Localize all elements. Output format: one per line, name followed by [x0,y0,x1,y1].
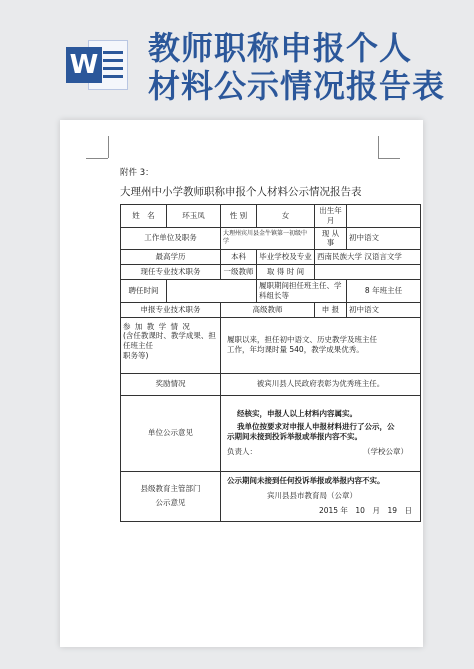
professional-title-label: 现任专业技术职务 [121,265,221,280]
school-label: 毕业学校及专业 [257,250,315,265]
teaching-value-line-1: 履职以来，担任初中语文、历史教学及班主任 [227,335,377,345]
unit-opinion-line-1: 经核实，申报人以上材料内容属实。 [237,409,357,418]
document-page [60,120,423,647]
teaching-label-cell [121,317,221,373]
county-opinion-label: 县级教育主管部门 [140,484,201,494]
county-opinion-label-cell [121,471,221,521]
class-teacher-label: 履职期间担任班主任、学科组长等 [257,280,347,303]
unit-value: 大理州宾川县金牛镇第一初级中学 [221,227,315,250]
table-row [121,265,421,280]
county-bureau-seal: 宾川县县市教育局（公章） [267,491,357,501]
obtain-date-label: 取 得 时 间 [257,265,315,280]
education-label: 最高学历 [121,250,221,265]
crop-mark [378,136,379,158]
unit-opinion-line-2: 我单位按要求对申报人申报材料进行了公示，公 [237,421,395,431]
teaching-label-note: (含任教课时、教学成果、担任班主任 [123,331,216,350]
responsible-person-label: 负责人： [227,447,257,457]
hire-date-value [167,280,257,303]
school-value: 西南民族大学 汉语言文学 [315,250,421,265]
table-row [121,373,421,395]
current-job-value: 初中语文 [347,227,421,250]
crop-mark [378,158,400,159]
table-row [121,205,421,228]
document-title: 大理州中小学教师职称申报个人材料公示情况报告表 [120,186,362,198]
table-row [121,395,421,471]
obtain-date-value [315,265,421,280]
unit-label: 工作单位及职务 [121,227,221,250]
education-value: 本科 [221,250,257,265]
table-row [121,302,421,317]
table-row [121,227,421,250]
gender-value: 女 [257,205,315,228]
banner-title-line-1: 教师职称申报个人 [148,29,413,67]
unit-opinion-line-3: 示期间未接到投诉举报或举报内容不实。 [227,431,362,441]
name-label: 姓 名 [121,205,167,228]
banner-title-line-2: 材料公示情况报告表 [148,67,446,105]
award-value: 被宾川县人民政府表彰为优秀班主任。 [221,373,421,395]
county-opinion-label-2: 公示意见 [155,498,186,507]
report-label: 申 报 [315,302,347,317]
name-value: 环玉凤 [167,205,221,228]
teaching-label: 参 加 教 学 情 况 [123,321,191,331]
crop-mark [86,158,108,159]
county-opinion-cell [221,471,421,521]
hire-date-label: 聘任时间 [121,280,167,303]
table-row [121,280,421,303]
signature-row [227,447,418,457]
report-date: 2015 年 10 月 19 日 [318,505,412,515]
apply-title-value: 高级教师 [221,302,315,317]
unit-opinion-cell [221,395,421,471]
class-teacher-value: 8 年班主任 [347,280,421,303]
teaching-value-cell [221,317,421,373]
gender-label: 性 别 [221,205,257,228]
award-label: 奖励情况 [121,373,221,395]
birth-label: 出生年月 [315,205,347,228]
teaching-label-note-2: 职务等) [123,350,149,360]
professional-title-value: 一级教师 [221,265,257,280]
word-tile: W [66,47,102,83]
teaching-value-line-2: 工作，年均课时量 540，教学成果优秀。 [227,345,364,354]
crop-mark [108,136,109,158]
header-banner [0,0,474,110]
apply-title-label: 申报专业技术职务 [121,302,221,317]
report-value: 初中语文 [347,302,421,317]
word-icon [66,40,128,90]
county-opinion-line: 公示期间未接到任何投诉举报或举报内容不实。 [227,476,385,486]
current-job-label: 现 从 事 [315,227,347,250]
table-row [121,317,421,373]
table-row [121,471,421,521]
attachment-label: 附件 3： [120,168,154,178]
table-row [121,250,421,265]
birth-value [347,205,421,228]
school-seal-label: （学校公章） [363,447,408,457]
unit-opinion-label: 单位公示意见 [121,395,221,471]
report-table [120,204,421,522]
